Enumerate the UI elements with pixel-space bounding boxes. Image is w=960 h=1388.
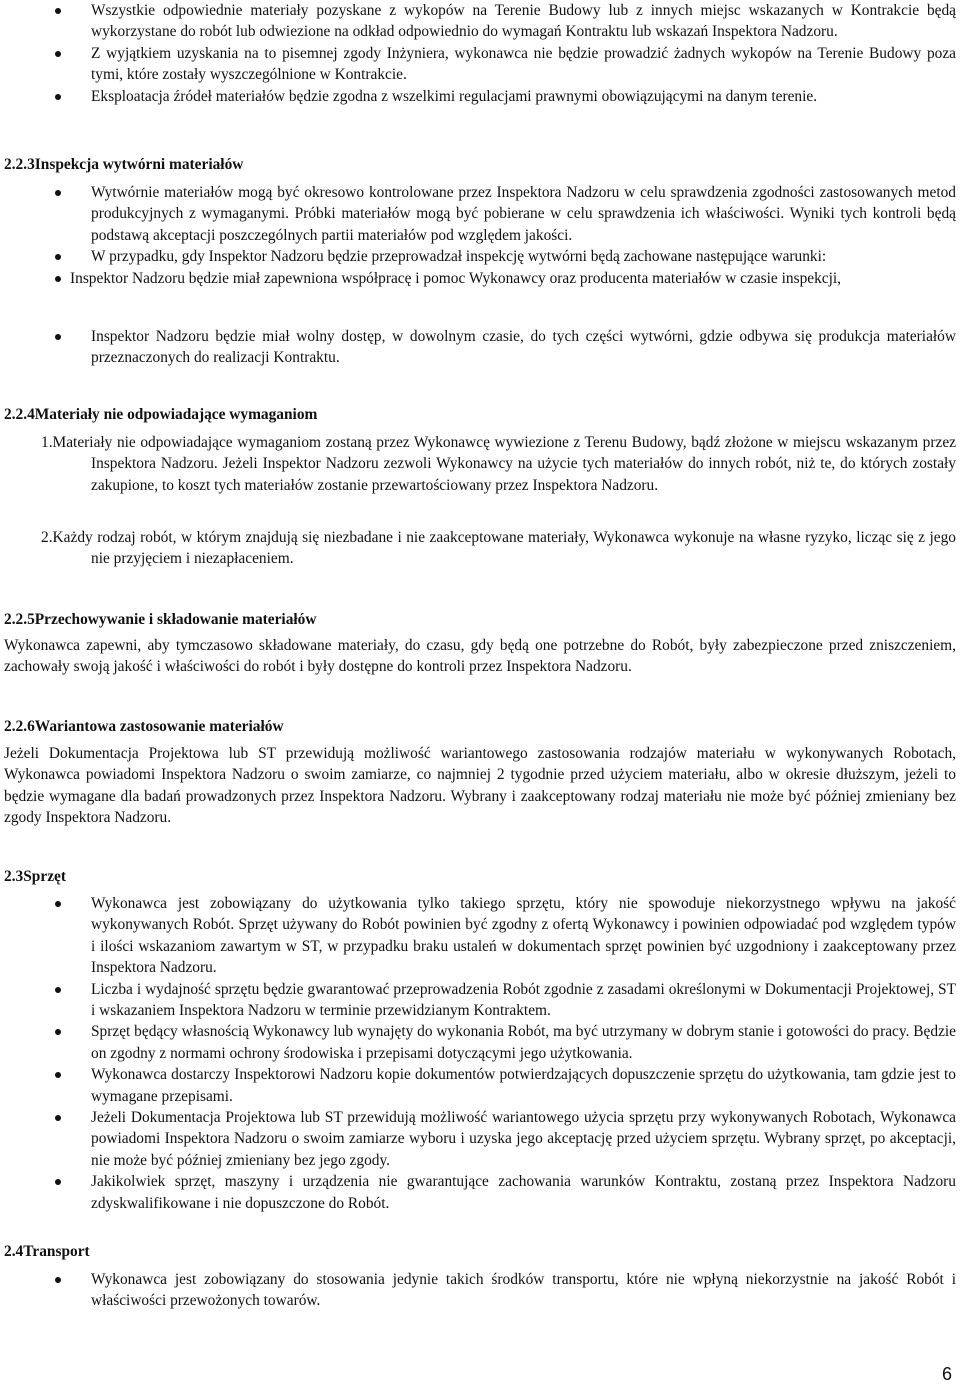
equipment-list [0,893,960,1214]
section-heading-2-4: 2.4Transport [4,1243,90,1260]
section-heading-2-2-3: 2.2.3Inspekcja wytwórni materiałów [4,156,244,173]
list-item: Sprzęt będący własnością Wykonawcy lub wynajęty do wykonania Robót, ma być utrzymany w dobrym stanie i gotowości do pracy. Będzie on zgodny z normami ochrony środowiska i przepisami dotyczącymi jego użytkowania. [0,1021,960,1064]
list-item: Eksploatacja źródeł materiałów będzie zgodna z wszelkimi regulacjami prawnymi obowiązującymi na danym terenie. [0,86,960,107]
storage-paragraph [0,635,960,678]
list-item: Wszystkie odpowiednie materiały pozyskane z wykopów na Terenie Budowy lub z innych miejsc wskazanych w Kontrakcie będą wykorzystane do robót lub odwiezione na odkład odpowiednio do wymagań Kontraktu lub wskazań Inspektora Nadzoru. [0,0,960,43]
list-item: Inspektor Nadzoru będzie miał zapewniona współpracę i pomoc Wykonawcy oraz producenta materiałów w czasie inspekcji, [0,268,960,289]
section-heading-2-2-5: 2.2.5Przechowywanie i składowanie materiałów [4,611,317,628]
nonconforming-materials [0,432,960,496]
list-item: Z wyjątkiem uzyskania na to pisemnej zgody Inżyniera, wykonawca nie będzie prowadzić żadnych wykopów na Terenie Budowy poza tymi, które zostały wyszczególnione w Kontrakcie. [0,43,960,86]
list-item: Wykonawca jest zobowiązany do stosowania jedynie takich środków transportu, które nie wpłyną niekorzystnie na jakość Robót i właściwości przewożonych towarów. [0,1269,960,1312]
inspection-list [0,182,960,289]
list-item: Inspektor Nadzoru będzie miał wolny dostęp, w dowolnym czasie, do tych części wytwórni, gdzie odbywa się produkcja materiałów przeznaczonych do realizacji Kontraktu. [0,326,960,369]
list-item: Wytwórnie materiałów mogą być okresowo kontrolowane przez Inspektora Nadzoru w celu sprawdzenia zgodności zastosowanych metod produkcyjnych z wymaganymi. Próbki materiałów mogą być pobierane w celu sprawdzenia ich właściwości. Wyniki tych kontroli będą podstawą akceptacji poszczególnych partii materiałów pod względem jakości. [0,182,960,246]
material-sources-list [0,0,960,107]
inspection-list-cont [0,326,960,369]
paragraph: Wykonawca zapewni, aby tymczasowo składowane materiały, do czasu, gdy będą one potrzebne do Robót, były zabezpieczone przed zniszczeniem, zachowały swoją jakość i właściwości do robót i były dostępne do kontroli przez Inspektora Nadzoru. [4,637,956,676]
paragraph: Jeżeli Dokumentacja Projektowa lub ST przewidują możliwość wariantowego zastosowania rodzajów materiału w wykonywanych Robotach, Wykonawca powiadomi Inspektora Nadzoru o swoim zamiarze, co najmniej 2 tygodnie przed użyciem materiału, albo w okresie dłuższym, jeżeli to będzie wymagane dla badań prowadzonych przez Inspektora Nadzoru. Wybrany i zaakceptowany rodzaj materiału nie może być później zmieniany bez zgody Inspektora Nadzoru. [4,745,956,827]
numbered-item: 2.Każdy rodzaj robót, w którym znajdują się niezbadane i nie zaakceptowane materiały, Wykonawca wykonuje na własne ryzyko, licząc się z jego nie przyjęciem i niezapłaceniem. [41,529,956,568]
list-item: Wykonawca dostarczy Inspektorowi Nadzoru kopie dokumentów potwierdzających dopuszczenie sprzętu do użytkowania, tam gdzie jest to wymagane przepisami. [0,1064,960,1107]
list-item: Jakikolwiek sprzęt, maszyny i urządzenia nie gwarantujące zachowania warunków Kontraktu, zostaną przez Inspektora Nadzoru zdyskwalifikowane i nie dopuszczone do Robót. [0,1171,960,1214]
section-heading-2-2-4: 2.2.4Materiały nie odpowiadające wymaganiom [4,406,318,423]
list-item: W przypadku, gdy Inspektor Nadzoru będzie przeprowadzał inspekcję wytwórni będą zachowane następujące warunki: [0,246,960,267]
section-heading-2-3: 2.3Sprzęt [4,868,66,885]
list-item: Liczba i wydajność sprzętu będzie gwarantować przeprowadzenia Robót zgodnie z zasadami określonymi w Dokumentacji Projektowej, ST i wskazaniem Inspektora Nadzoru w terminie przewidzianym Kontraktem. [0,979,960,1022]
transport-list [0,1269,960,1312]
list-item: Jeżeli Dokumentacja Projektowa lub ST przewidują możliwość wariantowego użycia sprzętu przy wykonywanych Robotach, Wykonawca powiadomi Inspektora Nadzoru o swoim zamiarze wyboru i uzyska jego akceptację przed użyciem sprzętu. Wybrany sprzęt, po akceptacji, nie może być później zmieniany bez jego zgody. [0,1107,960,1171]
numbered-item: 1.Materiały nie odpowiadające wymaganiom zostaną przez Wykonawcę wywiezione z Terenu Budowy, bądź złożone w miejscu wskazanym przez Inspektora Nadzoru. Jeżeli Inspektor Nadzoru zezwoli Wykonawcy na użycie tych materiałów do innych robót, niż te, do których zostały zakupione, to koszt tych materiałów zostanie przewartościowany przez Inspektora Nadzoru. [41,434,956,494]
variant-materials-paragraph [0,743,960,829]
list-item: Wykonawca jest zobowiązany do użytkowania tylko takiego sprzętu, który nie spowoduje niekorzystnego wpływu na jakość wykonywanych Robót. Sprzęt używany do Robót powinien być zgodny z ofertą Wykonawcy i powinien odpowiadać pod względem typów i ilości wskazaniom zawartym w ST, w przypadku braku ustaleń w dokumentach sprzęt powinien być uzgodniony i zaakceptowany przez Inspektora Nadzoru. [0,893,960,979]
nonconforming-materials-2 [0,527,960,570]
page-number: 6 [941,1364,952,1384]
section-heading-2-2-6: 2.2.6Wariantowa zastosowanie materiałów [4,718,284,735]
